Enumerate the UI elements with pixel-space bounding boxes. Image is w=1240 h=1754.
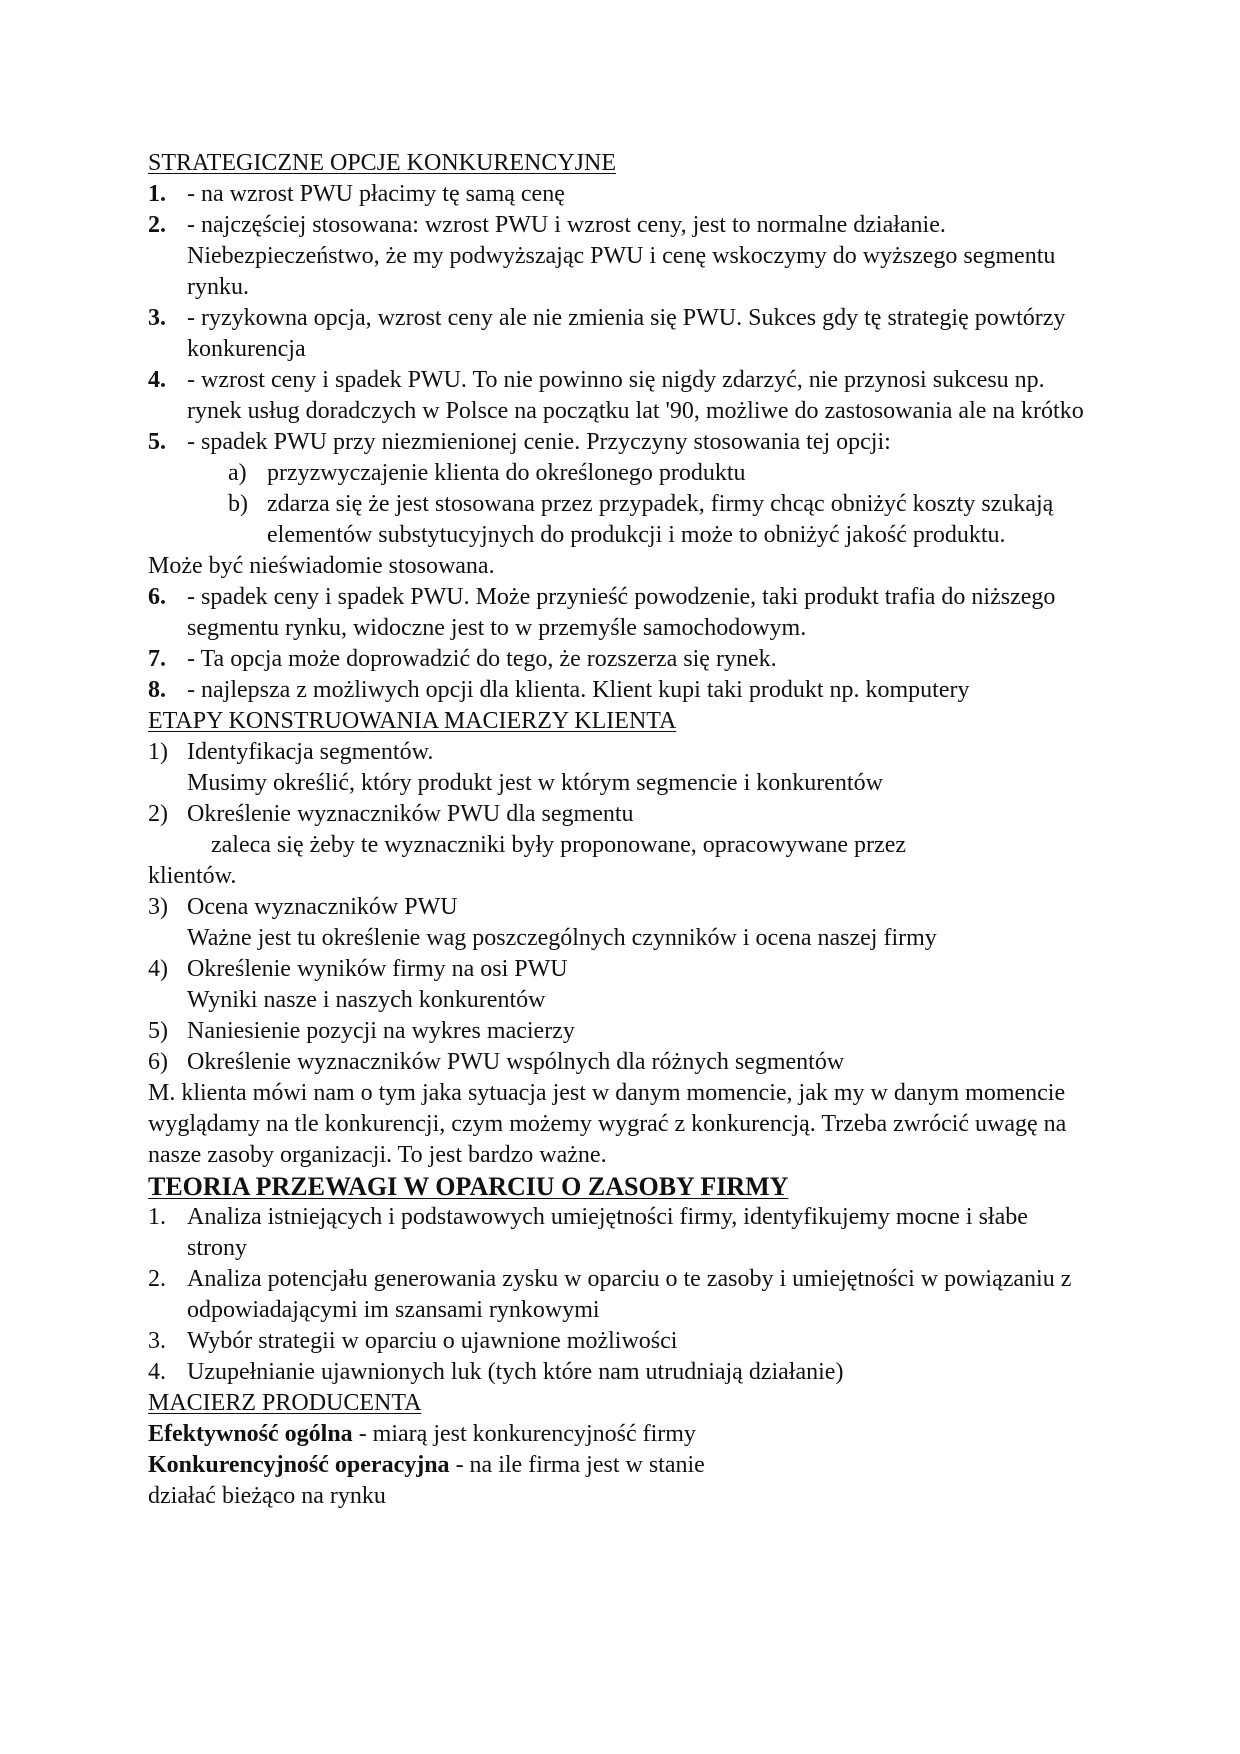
list-item: [148, 365, 1088, 427]
item-text: - wzrost ceny i spadek PWU. To nie powinno się nigdy zdarzyć, nie przynosi sukcesu np. rynek usług doradczych w Polsce na początku lat '90, możliwe do zastosowania ale na krótko: [187, 367, 1084, 424]
list-item: [148, 179, 1088, 210]
item-number: 4.: [148, 1359, 166, 1385]
item-number: 1): [148, 739, 168, 765]
item-detail: zaleca się żeby te wyznaczniki były proponowane, opracowywane przez: [211, 832, 907, 858]
subitem-text: przyzwyczajenie klienta do określonego produktu: [267, 460, 746, 486]
section-heading: STRATEGICZNE OPCJE KONKURENCYJNE: [148, 150, 617, 176]
sub-list-item: [228, 458, 1088, 489]
item-text: Naniesienie pozycji na wykres macierzy: [187, 1018, 575, 1044]
item-number: 6.: [148, 584, 166, 610]
list-item: [148, 582, 1088, 644]
item-number: 3.: [148, 305, 166, 331]
item-number: 5): [148, 1018, 168, 1044]
list-item: [148, 892, 1088, 923]
item-number: 5.: [148, 429, 166, 455]
note-text: Może być nieświadomie stosowana.: [148, 553, 495, 579]
definition-term: Konkurencyjność operacyjna: [148, 1452, 450, 1478]
definition-line: [148, 1450, 1088, 1481]
list-item: [148, 644, 1088, 675]
definition-continuation: działać bieżąco na rynku: [148, 1483, 386, 1509]
list-item: [148, 427, 1088, 458]
item-number: 6): [148, 1049, 168, 1075]
item-text: Określenie wyznaczników PWU dla segmentu: [187, 801, 634, 827]
item-number: 4.: [148, 367, 166, 393]
item-number: 2.: [148, 1266, 166, 1292]
section-heading: MACIERZ PRODUCENTA: [148, 1390, 422, 1416]
item-text: - najczęściej stosowana: wzrost PWU i wzrost ceny, jest to normalne działanie. Niebezpieczeństwo, że my podwyższając PWU i cenę wskoczymy do wyższego segmentu rynku.: [187, 212, 1056, 300]
list-item: [148, 210, 1088, 303]
item-text: Uzupełnianie ujawnionych luk (tych które nam utrudniają działanie): [187, 1359, 844, 1385]
section-heading: TEORIA PRZEWAGI W OPARCIU O ZASOBY FIRMY: [148, 1172, 789, 1201]
list-item: [148, 1016, 1088, 1047]
list-item: [148, 1357, 1088, 1388]
item-detail-continuation: klientów.: [148, 863, 237, 889]
list-item: [148, 1047, 1088, 1078]
item-number: 2): [148, 801, 168, 827]
item-text: Wybór strategii w oparciu o ujawnione możliwości: [187, 1328, 678, 1354]
item-text: - spadek ceny i spadek PWU. Może przynieść powodzenie, taki produkt trafia do niższego segmentu rynku, widoczne jest to w przemyśle samochodowym.: [187, 584, 1056, 641]
list-item: [148, 799, 1088, 830]
subitem-letter: a): [228, 460, 247, 486]
definition-text: - na ile firma jest w stanie: [449, 1452, 705, 1478]
item-text: Określenie wyznaczników PWU wspólnych dla różnych segmentów: [187, 1049, 845, 1075]
document-content: [148, 148, 1088, 1512]
item-number: 1.: [148, 1204, 166, 1230]
item-detail: Musimy określić, który produkt jest w którym segmencie i konkurentów: [187, 770, 883, 796]
item-text: - na wzrost PWU płacimy tę samą cenę: [187, 181, 565, 207]
item-number: 3.: [148, 1328, 166, 1354]
sub-list-item: [228, 489, 1088, 551]
item-number: 8.: [148, 677, 166, 703]
item-number: 2.: [148, 212, 166, 238]
item-text: Analiza istniejących i podstawowych umiejętności firmy, identyfikujemy mocne i słabe strony: [187, 1204, 1028, 1261]
list-item: [148, 1264, 1088, 1326]
list-item: [148, 675, 1088, 706]
list-item: [148, 1326, 1088, 1357]
item-text: Ocena wyznaczników PWU: [187, 894, 458, 920]
item-detail: Ważne jest tu określenie wag poszczególnych czynników i ocena naszej firmy: [187, 925, 937, 951]
subitem-text: zdarza się że jest stosowana przez przypadek, firmy chcąc obniżyć koszty szukają elementów substytucyjnych do produkcji i może to obniżyć jakość produktu.: [267, 491, 1054, 548]
list-item: [148, 1202, 1088, 1264]
definition-term: Efektywność ogólna: [148, 1421, 353, 1447]
item-text: Identyfikacja segmentów.: [187, 739, 434, 765]
item-number: 4): [148, 956, 168, 982]
list-item: [148, 954, 1088, 985]
list-item: [148, 737, 1088, 768]
list-item: [148, 303, 1088, 365]
item-text: - spadek PWU przy niezmienionej cenie. Przyczyny stosowania tej opcji:: [187, 429, 891, 455]
item-number: 7.: [148, 646, 166, 672]
subitem-letter: b): [228, 491, 248, 517]
paragraph: M. klienta mówi nam o tym jaka sytuacja jest w danym momencie, jak my w danym momencie wyglądamy na tle konkurencji, czym możemy wygrać z konkurencją. Trzeba zwrócić uwagę na nasze zasoby organizacji. To jest bardzo ważne.: [148, 1080, 1067, 1168]
item-text: Określenie wyników firmy na osi PWU: [187, 956, 568, 982]
item-text: - Ta opcja może doprowadzić do tego, że rozszerza się rynek.: [187, 646, 777, 672]
item-number: 1.: [148, 181, 166, 207]
item-text: - najlepsza z możliwych opcji dla klienta. Klient kupi taki produkt np. komputery: [187, 677, 970, 703]
item-detail: Wyniki nasze i naszych konkurentów: [187, 987, 546, 1013]
section-heading: ETAPY KONSTRUOWANIA MACIERZY KLIENTA: [148, 708, 677, 734]
item-text: - ryzykowna opcja, wzrost ceny ale nie zmienia się PWU. Sukces gdy tę strategię powtórzy konkurencja: [187, 305, 1066, 362]
definition-text: - miarą jest konkurencyjność firmy: [352, 1421, 696, 1447]
item-number: 3): [148, 894, 168, 920]
item-text: Analiza potencjału generowania zysku w oparciu o te zasoby i umiejętności w powiązaniu z odpowiadającymi im szansami rynkowymi: [187, 1266, 1072, 1323]
definition-line: [148, 1419, 1088, 1450]
